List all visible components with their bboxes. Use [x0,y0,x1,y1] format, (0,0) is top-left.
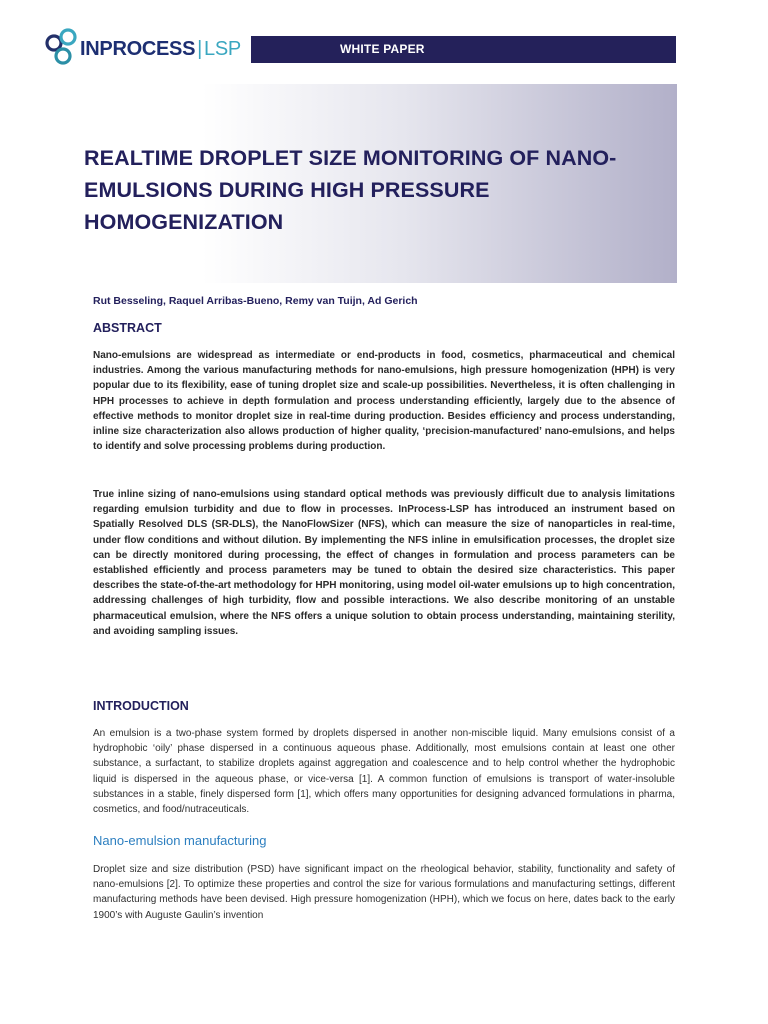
logo-rings-icon [44,26,78,66]
document-title: REALTIME DROPLET SIZE MONITORING OF NANO-EMULSIONS DURING HIGH PRESSURE HOMOGENIZATION [84,146,617,234]
abstract-paragraph: True inline sizing of nano-emulsions using standard optical methods was previously difficult due to analysis limitations regarding emulsion turbidity and due to flow in processes. InProcess-LSP has introduced an instrument based on Spatially Resolved DLS (SR-DLS), the NanoFlowSizer (NFS), which can measure the size of nanoparticles in real-time, under flow conditions and without dilution. By implementing the NFS inline in emulsification processes, the droplet size can be directly monitored during processing, the effect of changes in formulation and process parameters can be established efficiently and process parameters may be tuned to obtain the desired size characteristics. This paper describes the state-of-the-art methodology for HPH monitoring, using model oil-water emulsions up to high concentration, addressing challenges of high turbidity, flow and possible interactions. We also describe monitoring of an unstable pharmaceutical emulsion, where the NFS offers a unique solution to obtain process understanding, maintaining sterility, and avoiding sampling issues. [93,489,675,637]
nano-emulsion-manufacturing-paragraph: Droplet size and size distribution (PSD) have significant impact on the rheological behavior, stability, functionality and safety of nano-emulsions [2]. To optimize these properties and control the size for various formulations and manufacturing settings, different manufacturing methods have been devised. High pressure homogenization (HPH), which we focus on here, dates back to the early 1900’s with Auguste Gaulin’s invention [93,864,675,921]
logo-sub-text: LSP [204,38,241,60]
company-logo [44,26,244,70]
introduction-heading: INTRODUCTION [93,699,189,713]
abstract-heading: ABSTRACT [93,321,162,335]
logo-main-text: INPROCESS [80,38,196,60]
white-paper-banner: WHITE PAPER [251,36,676,63]
logo-separator: | [197,38,203,60]
introduction-paragraph: An emulsion is a two-phase system formed by droplets dispersed in another non-miscible liquid. Many emulsions consist of a hydrophobic ‘oily’ phase dispersed in a continuous aqueous phase. Additionally, most emulsions contain at least one other substance, a surfactant, to stabilize droplets against aggregation and coalescence and to help control whether the hydrophobic liquid is dispersed in the aqueous phase, or vice-versa [1]. A common function of emulsions is transport of water-insoluble substances in a stable, finely dispersed form [1], which offers many opportunities for designing advanced formulations in pharma, cosmetics, and food/nutraceuticals. [93,728,675,816]
logo-wordmark [80,39,241,59]
abstract-paragraph: Nano-emulsions are widespread as intermediate or end-products in food, cosmetics, pharmaceutical and chemical industries. Among the various manufacturing methods for nano-emulsions, high pressure homogenization (HPH) is very popular due to its flexibility, ease of tuning droplet size and scale-up possibilities. Nevertheless, it is often challenging in HPH processes to achieve in depth formulation and process understanding efficiently, largely due to the absence of effective methods to monitor droplet size in real-time during production. Besides efficiency and process understanding, inline size characterization also allows production of higher quality, ‘precision-manufactured’ nano-emulsions, and helps to identify and solve processing problems during production. [93,350,675,453]
nano-emulsion-manufacturing-heading: Nano-emulsion manufacturing [93,833,267,848]
author-list: Rut Besseling, Raquel Arribas-Bueno, Remy van Tuijn, Ad Gerich [93,295,418,307]
